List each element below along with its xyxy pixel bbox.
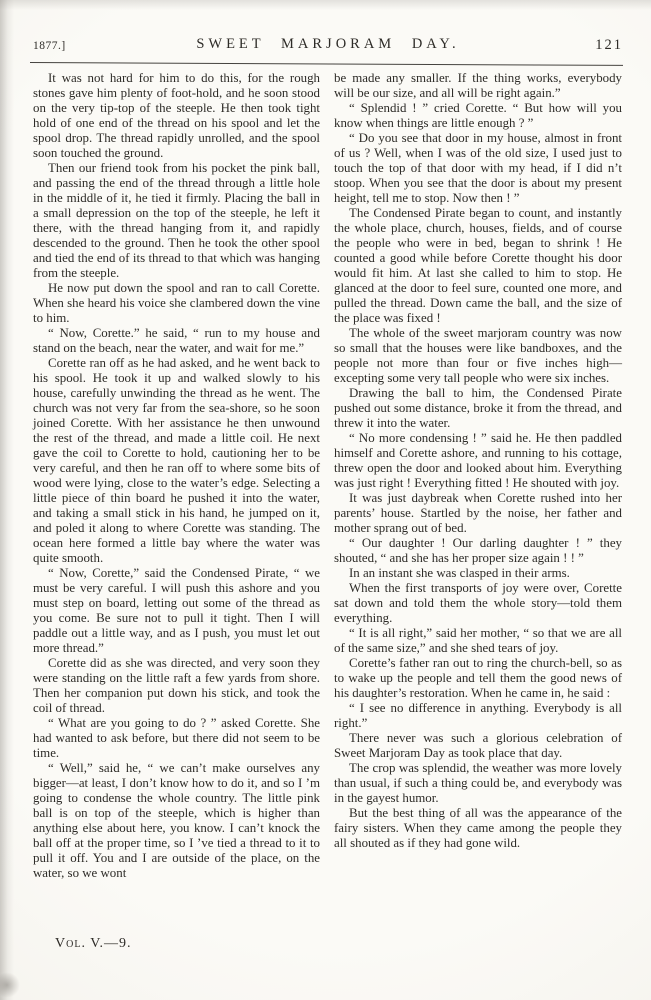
paragraph: “ What are you going to do ? ” asked Corette. She had wanted to ask before, but there did not seem to be time. bbox=[33, 716, 320, 760]
paragraph: It was just daybreak when Corette rushed into her parents’ house. Startled by the noise, her father and mother sprang out of bed. bbox=[334, 491, 622, 535]
page-header bbox=[33, 34, 623, 56]
paragraph: It was not hard for him to do this, for the rough stones gave him plenty of foot-hold, and he soon stood on the very tip-top of the steeple. He then took tight hold of one end of the thread on his spool and let the spool drop. The thread rapidly unrolled, and the spool soon touched the ground. bbox=[33, 71, 320, 160]
paragraph: be made any smaller. If the thing works, everybody will be our size, and all will be right again.” bbox=[334, 71, 622, 100]
paragraph: But the best thing of all was the appearance of the fairy sisters. When they came among the people they all shouted as if they had gone wild. bbox=[334, 806, 622, 850]
paragraph: “ Our daughter ! Our darling daughter ! ” they shouted, “ and she has her proper size again ! ! ” bbox=[334, 536, 622, 565]
paragraph: Corette did as she was directed, and very soon they were standing on the little raft a few yards from shore. Then her companion put down his stick, and took the coil of thread. bbox=[33, 656, 320, 715]
paragraph: Corette’s father ran out to ring the church-bell, so as to wake up the people and tell them the good news of his daughter’s restoration. When he came in, he said : bbox=[334, 656, 622, 700]
page-title: SWEET MARJORAM DAY. bbox=[196, 36, 460, 52]
paragraph: Then our friend took from his pocket the pink ball, and passing the end of the thread through a little hole in the middle of it, he tied it firmly. Placing the ball in a small depression on the top of the steeple, he left it there, with the thread hanging from it, and rapidly descended to the ground. Then he took the other spool and tied the end of its thread to that which was hanging from the steeple. bbox=[33, 161, 320, 280]
paragraph: “ Well,” said he, “ we can’t make ourselves any bigger—at least, I don’t know how to do it, and so I ’m going to condense the whole country. The little pink ball is on top of the steeple, which is higher than anything else about here, you know. I can’t knock the ball off at the proper time, so I ’ve tied a thread to it to pull it off. You and I are outside of the place, on the water, so we wont bbox=[33, 761, 320, 880]
scan-edge-top bbox=[0, 0, 651, 10]
left-column bbox=[33, 71, 320, 881]
header-date: 1877.] bbox=[33, 40, 66, 52]
paragraph: He now put down the spool and ran to call Corette. When she heard his voice she clambered down the vine to him. bbox=[33, 281, 320, 325]
scan-smudge bbox=[0, 972, 20, 998]
paragraph: There never was such a glorious celebration of Sweet Marjoram Day as took place that day. bbox=[334, 731, 622, 760]
paragraph: “ Now, Corette,” said the Condensed Pirate, “ we must be very careful. I will push this ashore and you must step on board, letting out some of the thread as you come. Be sure not to pull it tight. Then I will paddle out a little way, and as I push, you must let out more thread.” bbox=[33, 566, 320, 655]
paragraph: The whole of the sweet marjoram country was now so small that the houses were like bandboxes, and the people not more than four or five inches high—excepting some very tall people who were six inches. bbox=[334, 326, 622, 385]
paragraph: When the first transports of joy were over, Corette sat down and told them the whole story—told them everything. bbox=[334, 581, 622, 625]
paragraph: “ No more condensing ! ” said he. He then paddled himself and Corette ashore, and running to his cottage, threw open the door and looked about him. Everything was just right ! Everything fitted ! He shouted with joy. bbox=[334, 431, 622, 490]
paragraph: Drawing the ball to him, the Condensed Pirate pushed out some distance, broke it from the thread, and threw it into the water. bbox=[334, 386, 622, 430]
right-column bbox=[334, 71, 622, 851]
scan-edge-left bbox=[0, 0, 14, 1000]
paragraph: “ I see no difference in anything. Everybody is all right.” bbox=[334, 701, 622, 730]
volume-footer: Vol. V.—9. bbox=[55, 936, 132, 951]
paragraph: In an instant she was clasped in their arms. bbox=[349, 566, 570, 580]
header-divider bbox=[30, 62, 623, 66]
paragraph: “ It is all right,” said her mother, “ so that we are all of the same size,” and she shed tears of joy. bbox=[334, 626, 622, 655]
paragraph: “ Now, Corette.” he said, “ run to my house and stand on the beach, near the water, and wait for me.” bbox=[33, 326, 320, 355]
paragraph: The crop was splendid, the weather was more lovely than usual, if such a thing could be, and everybody was in the gayest humor. bbox=[334, 761, 622, 805]
paragraph: The Condensed Pirate began to count, and instantly the whole place, church, houses, fields, and of course the people who were in bed, began to shrink ! He counted a good while before Corette thought his door would fit him. At last she called to him to stop. He glanced at the door to feel sure, counted one more, and pulled the thread. Down came the ball, and the size of the place was fixed ! bbox=[334, 206, 622, 325]
paragraph: “ Do you see that door in my house, almost in front of us ? Well, when I was of the old size, I used just to touch the top of that door with my head, if I did n’t stoop. When you see that the door is about my present height, tell me to stop. Now then ! ” bbox=[334, 131, 622, 205]
page-number: 121 bbox=[595, 37, 623, 53]
paragraph: Corette ran off as he had asked, and he went back to his spool. He took it up and walked slowly to his house, carefully unwinding the thread as he went. The church was not very far from the sea-shore, so he soon joined Corette. With her assistance he then unwound the rest of the thread, and made a little coil. He next gave the coil to Corette to hold, cautioning her to be very careful, and then he ran off to where some bits of wood were lying, close to the water’s edge. Selecting a little piece of thin board he pushed it into the water, and taking a small stick in his hand, he jumped on it, and poled it along to where Corette was standing. The ocean here formed a little bay where the water was quite smooth. bbox=[33, 356, 320, 565]
paragraph: “ Splendid ! ” cried Corette. “ But how will you know when things are little enough ? ” bbox=[334, 101, 622, 130]
